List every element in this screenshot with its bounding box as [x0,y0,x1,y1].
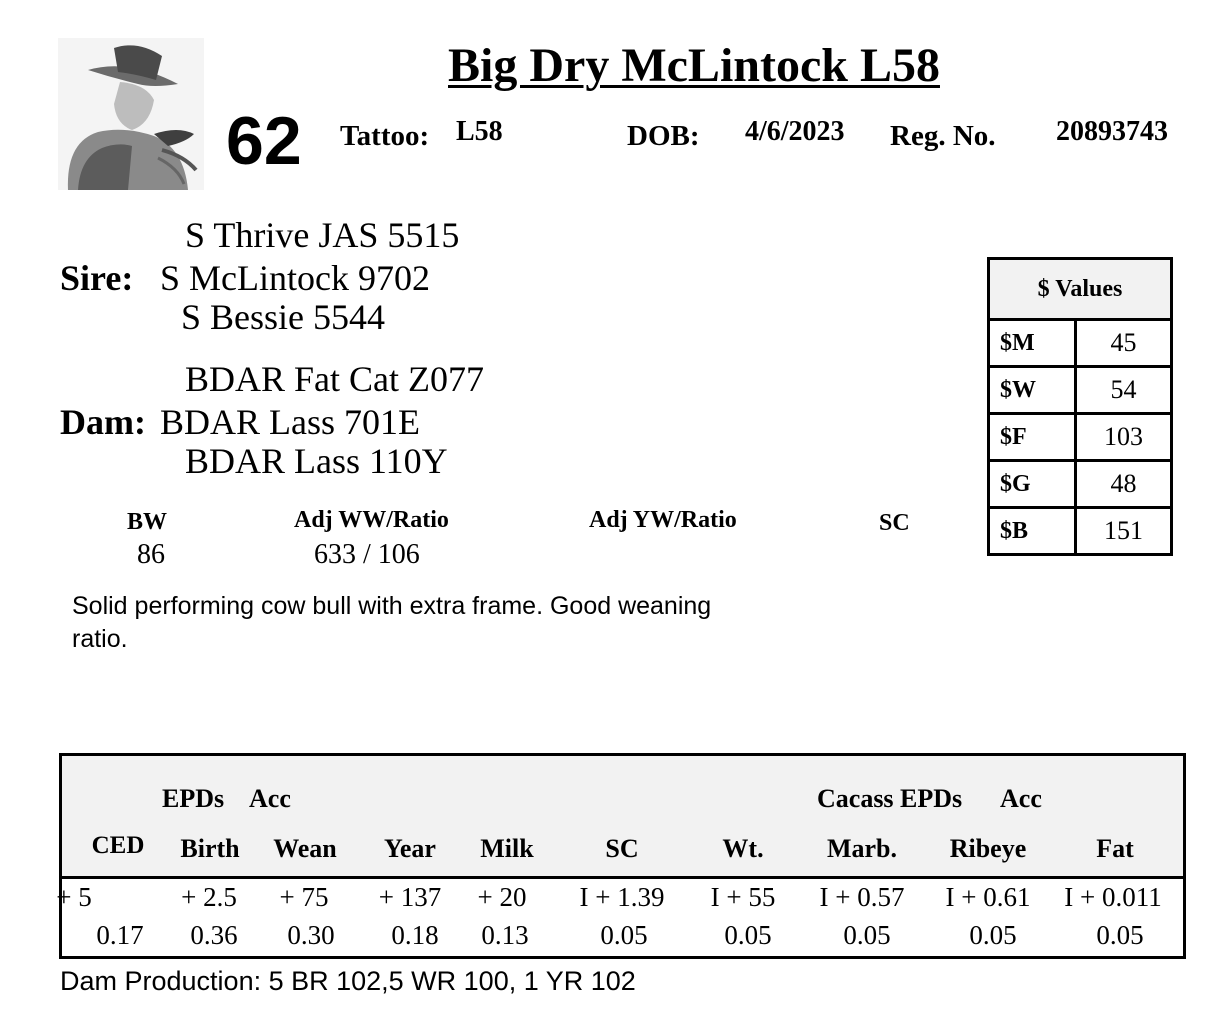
dollar-value-label: $W [989,367,1076,414]
epd-header [62,756,1183,879]
sire-label: Sire: [60,258,134,298]
tattoo-value: L58 [456,116,503,147]
reg-label: Reg. No. [890,120,996,152]
epd-value: + 137 [378,882,442,912]
epd-column-header: Wt. [722,834,764,863]
lot-number: 62 [226,103,302,179]
epd-value: I + 0.61 [945,882,1031,912]
dam-dam: BDAR Lass 110Y [185,441,448,481]
epd-column-header: Wean [273,834,337,863]
epd-column-header: SC [605,834,639,863]
dollar-values-table [987,257,1173,556]
epd-accuracy: 0.05 [969,920,1017,950]
dollar-values-header-row [989,259,1172,320]
sire-dam: S Bessie 5544 [181,297,386,337]
dob-value: 4/6/2023 [745,116,845,147]
ww-label: Adj WW/Ratio [294,507,449,533]
sire-sire: S Thrive JAS 5515 [185,215,460,255]
epd-accuracy: 0.13 [481,920,529,950]
dollar-value: 151 [1076,508,1172,555]
carcass-epd-group-label: Cacass EPDs [817,784,963,813]
dam-name: BDAR Lass 701E [160,402,420,442]
dollar-value-row [989,367,1172,414]
sc-label: SC [879,510,910,536]
dollar-value-label: $G [989,461,1076,508]
epd-column-header: Birth [180,834,240,863]
dollar-value-label: $B [989,508,1076,555]
sire-name: S McLintock 9702 [160,258,430,298]
epd-group-label: EPDs [162,784,225,813]
cowboy-logo [58,38,204,190]
epd-accuracy: 0.18 [391,920,439,950]
dollar-value-row [989,414,1172,461]
epd-acc-label: Acc [249,784,291,813]
tattoo-label: Tattoo: [340,120,430,152]
epd-accuracy: 0.05 [600,920,648,950]
epd-accuracy: 0.05 [843,920,891,950]
epd-value: + 20 [477,882,527,912]
dollar-values-title: $ Values [989,259,1172,320]
epd-value: + 75 [279,882,329,912]
epd-column-header: Fat [1096,834,1134,863]
epd-accuracy: 0.17 [96,920,144,950]
dam-sire: BDAR Fat Cat Z077 [185,359,485,399]
epd-value: I + 1.39 [579,882,665,912]
epd-value: + 5 [56,882,92,912]
comment-text: Solid performing cow bull with extra frame. Good weaning ratio. [72,592,712,653]
dollar-value: 103 [1076,414,1172,461]
dollar-value-row [989,320,1172,367]
dollar-value: 54 [1076,367,1172,414]
dob-label: DOB: [627,120,700,152]
dollar-value: 45 [1076,320,1172,367]
epd-accuracy: 0.36 [190,920,238,950]
epd-value: I + 0.57 [819,882,905,912]
reg-value: 20893743 [1056,116,1168,147]
dam-label: Dam: [60,402,146,442]
epd-value: I + 55 [710,882,776,912]
dollar-value-row [989,508,1172,555]
ww-value: 633 / 106 [314,539,420,570]
yw-label: Adj YW/Ratio [589,507,737,533]
dollar-value-row [989,461,1172,508]
epd-column-header: Marb. [826,834,898,863]
bw-label: BW [127,509,168,535]
epd-column-header: Year [384,834,436,863]
epd-value: I + 0.011 [1064,882,1162,912]
carcass-acc-label: Acc [1000,784,1042,813]
epd-accuracy: 0.05 [724,920,772,950]
epd-accuracy: 0.30 [287,920,335,950]
dam-production: Dam Production: 5 BR 102,5 WR 100, 1 YR 102 [60,966,636,996]
dollar-value-label: $F [989,414,1076,461]
epd-column-header: Milk [480,834,534,863]
epd-column-header: CED [91,832,145,859]
epd-table [56,753,1186,959]
epd-value: + 2.5 [181,882,237,912]
cowboy-sketch-icon [58,38,204,190]
epd-column-header: Ribeye [949,834,1027,863]
bw-value: 86 [137,539,165,570]
dollar-value: 48 [1076,461,1172,508]
dollar-value-label: $M [989,320,1076,367]
animal-title: Big Dry McLintock L58 [448,39,940,92]
epd-accuracy: 0.05 [1096,920,1144,950]
